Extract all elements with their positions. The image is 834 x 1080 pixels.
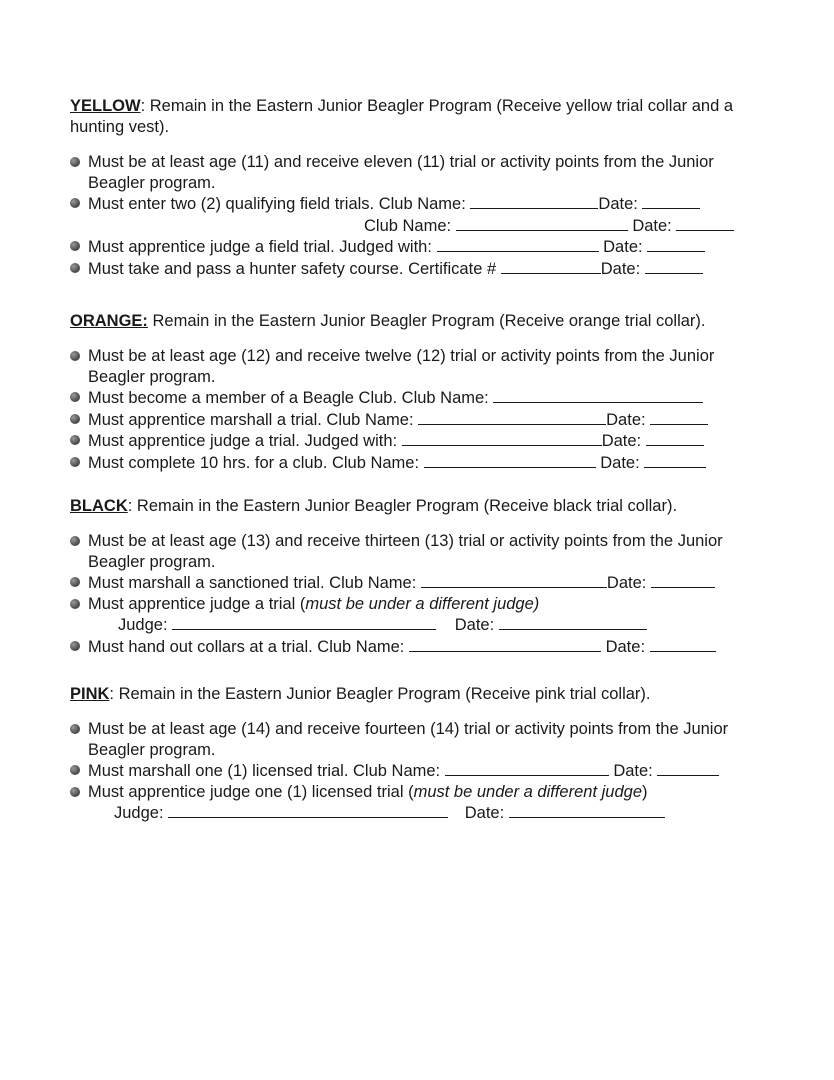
date-label: Date:	[613, 762, 653, 780]
requirement-text-end: )	[642, 782, 648, 801]
section-heading	[70, 311, 760, 332]
bullet-icon	[70, 157, 80, 167]
bullet-icon	[70, 765, 80, 775]
bullet-icon	[70, 414, 80, 424]
requirement-text: Must apprentice judge one (1) licensed trial (	[88, 782, 414, 801]
requirement-text: Must marshall one (1) licensed trial. Club Name:	[88, 762, 441, 780]
judge-label: Judge:	[118, 616, 168, 634]
date-blank[interactable]	[650, 409, 708, 425]
date-label: Date:	[464, 804, 505, 822]
date-label: Date:	[454, 616, 495, 634]
date-blank[interactable]	[509, 802, 665, 818]
date-label: Date:	[605, 637, 646, 656]
date-blank[interactable]	[657, 760, 719, 776]
requirement-text: Must enter two (2) qualifying field trials. Club Name:	[88, 195, 466, 213]
requirement-item	[70, 258, 760, 280]
level-label: BLACK	[70, 497, 128, 515]
bullet-icon	[70, 457, 80, 467]
judge-blank[interactable]	[168, 802, 448, 818]
requirement-text: Must hand out collars at a trial. Club Name:	[88, 637, 405, 656]
requirement-text: Must become a member of a Beagle Club. Club Name:	[88, 389, 489, 407]
requirement-item	[70, 387, 760, 409]
requirement-item	[70, 409, 760, 431]
club-name-blank[interactable]	[456, 215, 628, 231]
heading-text: : Remain in the Eastern Junior Beagler Program (Receive yellow trial collar and a hunting vest).	[70, 97, 734, 136]
requirement-item	[70, 531, 760, 572]
bullet-icon	[70, 641, 80, 651]
requirement-item-continued	[70, 215, 760, 237]
club-name-blank[interactable]	[418, 409, 606, 425]
section-heading	[70, 496, 760, 517]
requirement-item	[70, 782, 760, 803]
section-pink	[70, 684, 760, 824]
bullet-icon	[70, 599, 80, 609]
requirement-text: Must marshall a sanctioned trial. Club Name:	[88, 574, 417, 592]
bullet-icon	[70, 392, 80, 402]
level-label: YELLOW	[70, 97, 141, 115]
bullet-icon	[70, 263, 80, 273]
date-blank[interactable]	[499, 614, 647, 630]
requirement-note: must be under a different judge)	[305, 594, 540, 613]
date-label: Date:	[601, 432, 642, 450]
requirement-text: Must be at least age (13) and receive thirteen (13) trial or activity points from the Junior Beagler program.	[88, 532, 723, 571]
bullet-icon	[70, 351, 80, 361]
section-heading	[70, 96, 760, 138]
date-blank[interactable]	[676, 215, 734, 231]
requirement-item	[70, 719, 760, 760]
date-blank[interactable]	[646, 430, 704, 446]
club-name-blank[interactable]	[424, 452, 596, 468]
requirement-text: Club Name:	[364, 216, 452, 235]
section-orange	[70, 311, 760, 473]
judge-line	[70, 614, 760, 636]
club-name-blank[interactable]	[493, 387, 703, 403]
date-blank[interactable]	[650, 636, 716, 652]
requirement-item	[70, 452, 760, 474]
club-name-blank[interactable]	[445, 760, 609, 776]
heading-text: : Remain in the Eastern Junior Beagler Program (Receive black trial collar).	[127, 497, 678, 515]
heading-text: : Remain in the Eastern Junior Beagler Program (Receive pink trial collar).	[109, 685, 651, 703]
requirement-item	[70, 236, 760, 258]
date-label: Date:	[606, 574, 647, 592]
date-blank[interactable]	[644, 452, 706, 468]
date-blank[interactable]	[647, 236, 705, 252]
bullet-icon	[70, 536, 80, 546]
requirement-item	[70, 594, 760, 615]
club-name-blank[interactable]	[409, 636, 601, 652]
club-name-blank[interactable]	[421, 572, 607, 588]
requirement-text: Must take and pass a hunter safety course. Certificate #	[88, 259, 497, 278]
requirement-text: Must be at least age (14) and receive fourteen (14) trial or activity points from the Junior Beagler program.	[88, 720, 729, 759]
requirement-text: Must apprentice marshall a trial. Club Name:	[88, 410, 414, 429]
requirement-item	[70, 430, 760, 452]
level-label: PINK	[70, 685, 110, 703]
requirement-text: Must apprentice judge a field trial. Judged with:	[88, 238, 432, 256]
requirement-item	[70, 636, 760, 658]
requirement-item	[70, 193, 760, 215]
requirement-text: Must apprentice judge a trial. Judged with:	[88, 432, 398, 450]
bullet-icon	[70, 787, 80, 797]
requirement-item	[70, 760, 760, 782]
bullet-icon	[70, 241, 80, 251]
date-blank[interactable]	[642, 193, 700, 209]
judge-blank[interactable]	[172, 614, 436, 630]
date-blank[interactable]	[651, 572, 715, 588]
judge-label: Judge:	[114, 804, 164, 822]
certificate-blank[interactable]	[501, 258, 601, 274]
section-yellow	[70, 96, 760, 279]
heading-text: Remain in the Eastern Junior Beagler Program (Receive orange trial collar).	[147, 312, 706, 330]
club-name-blank[interactable]	[470, 193, 598, 209]
date-label: Date:	[606, 410, 646, 429]
requirement-item	[70, 572, 760, 594]
section-heading	[70, 684, 760, 705]
date-label: Date:	[603, 238, 643, 256]
judged-with-blank[interactable]	[402, 430, 602, 446]
date-label: Date:	[600, 259, 641, 278]
bullet-icon	[70, 435, 80, 445]
date-label: Date:	[598, 195, 638, 213]
bullet-icon	[70, 724, 80, 734]
level-label: ORANGE:	[70, 312, 148, 330]
requirement-item	[70, 152, 760, 193]
date-label: Date:	[632, 216, 672, 235]
requirement-item	[70, 346, 760, 387]
bullet-icon	[70, 198, 80, 208]
date-label: Date:	[600, 453, 640, 472]
judged-with-blank[interactable]	[437, 236, 599, 252]
date-blank[interactable]	[645, 258, 703, 274]
requirement-note: must be under a different judge	[413, 782, 642, 801]
requirement-text: Must be at least age (11) and receive eleven (11) trial or activity points from the Junior Beagler program.	[88, 153, 714, 192]
requirement-text: Must be at least age (12) and receive twelve (12) trial or activity points from the Junior Beagler program.	[88, 347, 715, 386]
section-black	[70, 496, 760, 657]
judge-line	[70, 802, 760, 824]
requirement-text: Must apprentice judge a trial (	[88, 594, 306, 613]
bullet-icon	[70, 577, 80, 587]
requirement-text: Must complete 10 hrs. for a club. Club Name:	[88, 453, 420, 472]
